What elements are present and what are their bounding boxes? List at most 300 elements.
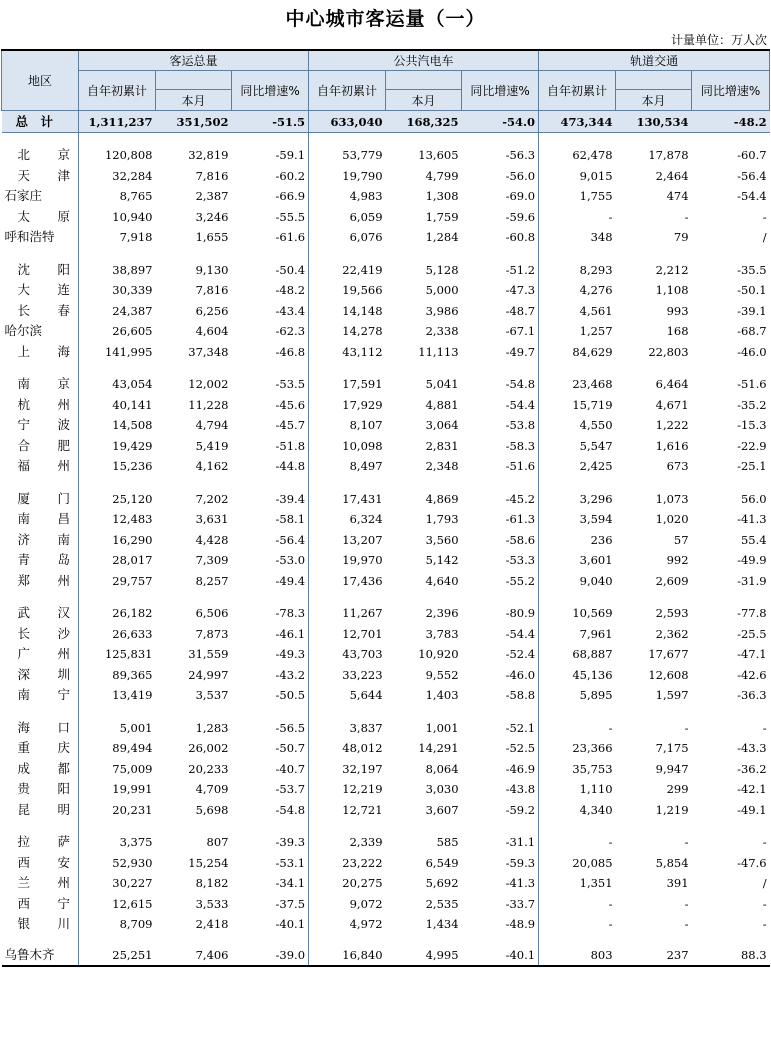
table-row <box>2 853 770 874</box>
month-cell: 10,920 <box>418 647 459 662</box>
month-cell: 474 <box>666 189 689 204</box>
growth-cell: -68.7 <box>737 324 767 339</box>
growth-cell: -60.8 <box>462 227 539 248</box>
month-cell: 7,309 <box>195 553 229 568</box>
growth-cell: -59.3 <box>462 853 539 874</box>
cumulative-cell: - <box>608 720 613 735</box>
month-cell: 5,041 <box>425 377 459 392</box>
cumulative-header: 自年初累计 <box>539 71 616 111</box>
cumulative-cell: 4,561 <box>579 303 613 318</box>
region-name: 长春 <box>2 301 79 322</box>
group-spacer <box>2 362 770 374</box>
growth-cell: - <box>762 720 767 735</box>
growth-cell: -48.9 <box>462 914 539 935</box>
table-row <box>2 301 770 322</box>
month-cell: 5,128 <box>425 262 459 277</box>
growth-cell: -48.7 <box>462 301 539 322</box>
growth-cell: -45.6 <box>232 395 309 416</box>
region-name: 太原 <box>2 207 79 228</box>
spacer-cell <box>539 706 616 718</box>
spacer-cell <box>2 820 79 832</box>
table-row <box>2 832 770 853</box>
group-spacer <box>2 935 770 945</box>
group-header-total: 客运总量 <box>79 50 309 71</box>
spacer-cell <box>232 820 309 832</box>
spacer-cell <box>462 362 539 374</box>
growth-cell: -55.5 <box>232 207 309 228</box>
growth-cell: -50.4 <box>232 260 309 281</box>
table-row <box>2 738 770 759</box>
month-cell: 9,130 <box>195 262 229 277</box>
cumulative-cell: 23,366 <box>572 741 613 756</box>
cumulative-cell: 19,790 <box>342 168 383 183</box>
region-name: 贵阳 <box>2 779 79 800</box>
region-name: 南京 <box>2 374 79 395</box>
growth-cell: -62.3 <box>232 321 309 342</box>
month-cell: 5,000 <box>425 283 459 298</box>
growth-cell: -56.5 <box>232 718 309 739</box>
spacer-cell <box>2 591 79 603</box>
table-row <box>2 685 770 706</box>
table-row <box>2 550 770 571</box>
table-row <box>2 280 770 301</box>
growth-cell: -54.4 <box>737 189 767 204</box>
cumulative-cell: 19,566 <box>342 283 383 298</box>
spacer-cell <box>156 477 232 489</box>
growth-cell: -43.8 <box>462 779 539 800</box>
growth-cell: -51.8 <box>232 436 309 457</box>
group-spacer <box>2 706 770 718</box>
cumulative-cell: 89,494 <box>112 741 153 756</box>
spacer-cell <box>462 591 539 603</box>
table-row <box>2 779 770 800</box>
region-name: 福州 <box>2 456 79 477</box>
spacer-cell <box>616 477 692 489</box>
month-cell: 2,212 <box>655 262 689 277</box>
month-cell: 7,175 <box>655 741 689 756</box>
cumulative-cell: 17,431 <box>342 491 383 506</box>
month-cell: - <box>684 835 689 850</box>
month-cell: 4,799 <box>425 168 459 183</box>
region-name: 南宁 <box>2 685 79 706</box>
cumulative-cell: 7,918 <box>119 230 153 245</box>
region-name: 兰州 <box>2 873 79 894</box>
cumulative-cell: 32,197 <box>342 761 383 776</box>
growth-header: 同比增速% <box>692 71 770 111</box>
table-body <box>2 111 770 967</box>
month-cell: 2,396 <box>425 606 459 621</box>
group-spacer <box>2 248 770 260</box>
spacer-cell <box>156 133 232 146</box>
cumulative-cell: 10,098 <box>342 438 383 453</box>
growth-cell: -58.3 <box>462 436 539 457</box>
spacer-cell <box>462 248 539 260</box>
growth-cell: -60.2 <box>232 166 309 187</box>
spacer-cell <box>232 133 309 146</box>
month-cell: 3,631 <box>195 512 229 527</box>
spacer-cell <box>156 820 232 832</box>
growth-cell: -40.1 <box>462 945 539 967</box>
cumulative-cell: 84,629 <box>572 344 613 359</box>
spacer-cell <box>616 362 692 374</box>
month-cell: 17,878 <box>648 148 689 163</box>
month-cell: 4,604 <box>195 324 229 339</box>
spacer-cell <box>232 362 309 374</box>
month-cell: 130,534 <box>616 111 692 133</box>
month-cell: 4,671 <box>655 397 689 412</box>
growth-cell: -49.3 <box>232 644 309 665</box>
cumulative-cell: 4,340 <box>579 802 613 817</box>
spacer-cell <box>539 477 616 489</box>
table-row <box>2 914 770 935</box>
cumulative-cell: 8,107 <box>349 418 383 433</box>
spacer-cell <box>462 477 539 489</box>
month-cell: 31,559 <box>188 647 229 662</box>
growth-cell: -53.1 <box>232 853 309 874</box>
growth-cell: - <box>762 896 767 911</box>
cumulative-cell: 28,017 <box>112 553 153 568</box>
month-cell: - <box>684 917 689 932</box>
growth-cell: -59.1 <box>232 145 309 166</box>
region-name: 济南 <box>2 530 79 551</box>
month-cell: 3,030 <box>425 782 459 797</box>
month-cell: - <box>684 896 689 911</box>
month-cell: 807 <box>206 835 229 850</box>
region-name: 大连 <box>2 280 79 301</box>
growth-cell: -43.4 <box>232 301 309 322</box>
table-row <box>2 166 770 187</box>
growth-cell: -53.3 <box>462 550 539 571</box>
table-row <box>2 321 770 342</box>
cumulative-cell: 348 <box>590 230 613 245</box>
cumulative-cell: 5,547 <box>579 438 613 453</box>
month-cell: 4,428 <box>195 532 229 547</box>
region-name: 昆明 <box>2 800 79 821</box>
total-row <box>2 111 770 133</box>
month-cell: 7,202 <box>195 491 229 506</box>
month-cell: 585 <box>436 835 459 850</box>
spacer-cell <box>309 133 386 146</box>
table-row <box>2 186 770 207</box>
cumulative-header: 自年初累计 <box>309 71 386 111</box>
growth-cell: -61.6 <box>232 227 309 248</box>
month-cell: 11,228 <box>188 397 229 412</box>
passenger-volume-table <box>1 49 770 967</box>
cumulative-cell: 473,344 <box>539 111 616 133</box>
table-row <box>2 800 770 821</box>
growth-cell: -51.5 <box>232 111 309 133</box>
month-cell: 2,593 <box>655 606 689 621</box>
cumulative-cell: 38,897 <box>112 262 153 277</box>
month-cell: 3,607 <box>425 802 459 817</box>
group-header-bus: 公共汽电车 <box>309 50 539 71</box>
region-name: 哈尔滨 <box>2 321 79 342</box>
cumulative-cell: 633,040 <box>309 111 386 133</box>
growth-cell: -22.9 <box>737 438 767 453</box>
month-header-spacer <box>386 71 462 90</box>
cumulative-cell: 20,275 <box>342 876 383 891</box>
group-spacer <box>2 133 770 146</box>
growth-header: 同比增速% <box>462 71 539 111</box>
spacer-cell <box>156 591 232 603</box>
cumulative-cell: 803 <box>539 945 616 967</box>
growth-cell: -49.1 <box>737 802 767 817</box>
growth-header: 同比增速% <box>232 71 309 111</box>
spacer-cell <box>386 133 462 146</box>
growth-cell: -80.9 <box>462 603 539 624</box>
growth-cell: - <box>762 835 767 850</box>
spacer-cell <box>386 820 462 832</box>
region-name: 北京 <box>2 145 79 166</box>
growth-cell: -31.1 <box>462 832 539 853</box>
spacer-cell <box>79 248 156 260</box>
growth-cell: -48.2 <box>692 111 770 133</box>
month-header-spacer <box>616 71 692 90</box>
month-cell: 2,348 <box>425 459 459 474</box>
cumulative-cell: - <box>608 896 613 911</box>
group-spacer <box>2 820 770 832</box>
region-name: 杭州 <box>2 395 79 416</box>
spacer-cell <box>309 591 386 603</box>
region-name: 厦门 <box>2 489 79 510</box>
month-cell: 3,533 <box>195 896 229 911</box>
spacer-cell <box>386 362 462 374</box>
cumulative-cell: 9,040 <box>579 573 613 588</box>
cumulative-cell: 9,015 <box>579 168 613 183</box>
growth-cell: 55.4 <box>740 532 767 547</box>
cumulative-cell: 3,594 <box>579 512 613 527</box>
growth-cell: -53.8 <box>462 415 539 436</box>
growth-cell: -39.4 <box>232 489 309 510</box>
cumulative-cell: 4,972 <box>349 917 383 932</box>
spacer-cell <box>156 935 232 945</box>
month-cell: - <box>684 720 689 735</box>
cumulative-cell: 125,831 <box>104 647 153 662</box>
month-cell: 1,222 <box>655 418 689 433</box>
growth-cell: -46.0 <box>737 344 767 359</box>
cumulative-cell: 30,339 <box>112 283 153 298</box>
spacer-cell <box>309 935 386 945</box>
spacer-cell <box>616 591 692 603</box>
month-cell: 391 <box>666 876 689 891</box>
month-cell: 1,759 <box>425 209 459 224</box>
table-row <box>2 395 770 416</box>
growth-cell: -53.7 <box>232 779 309 800</box>
cumulative-cell: 53,779 <box>342 148 383 163</box>
month-cell: 2,338 <box>425 324 459 339</box>
cumulative-cell: 6,059 <box>349 209 383 224</box>
growth-cell: -54.8 <box>462 374 539 395</box>
region-name: 合肥 <box>2 436 79 457</box>
month-cell: 26,002 <box>188 741 229 756</box>
growth-cell: -42.6 <box>737 667 767 682</box>
region-name: 长沙 <box>2 624 79 645</box>
month-cell: 8,064 <box>425 761 459 776</box>
month-header: 本月 <box>616 90 692 111</box>
spacer-cell <box>616 935 692 945</box>
growth-cell: -58.1 <box>232 509 309 530</box>
table-row <box>2 624 770 645</box>
growth-cell: -51.2 <box>462 260 539 281</box>
growth-cell: / <box>762 230 767 245</box>
cumulative-cell: 20,231 <box>112 802 153 817</box>
month-cell: 17,677 <box>648 647 689 662</box>
month-cell: 673 <box>666 459 689 474</box>
growth-cell: -54.8 <box>232 800 309 821</box>
month-cell: 7,816 <box>195 283 229 298</box>
month-cell: 3,064 <box>425 418 459 433</box>
region-name: 乌鲁木齐 <box>2 945 79 967</box>
growth-cell: -49.4 <box>232 571 309 592</box>
growth-cell: -34.1 <box>232 873 309 894</box>
month-cell: 237 <box>616 945 692 967</box>
table-row <box>2 945 770 967</box>
growth-cell: -69.0 <box>462 186 539 207</box>
table-row <box>2 571 770 592</box>
table-row <box>2 530 770 551</box>
cumulative-cell: 30,227 <box>112 876 153 891</box>
region-name: 石家庄 <box>2 186 79 207</box>
table-row <box>2 894 770 915</box>
table-row <box>2 260 770 281</box>
month-cell: 15,254 <box>188 855 229 870</box>
month-cell: 57 <box>673 532 689 547</box>
growth-cell: -50.5 <box>232 685 309 706</box>
spacer-cell <box>539 820 616 832</box>
region-name: 呼和浩特 <box>2 227 79 248</box>
growth-cell: -47.3 <box>462 280 539 301</box>
growth-cell: -53.5 <box>232 374 309 395</box>
spacer-cell <box>79 133 156 146</box>
growth-cell: -44.8 <box>232 456 309 477</box>
cumulative-cell: 19,429 <box>112 438 153 453</box>
spacer-cell <box>462 820 539 832</box>
growth-cell: -58.8 <box>462 685 539 706</box>
growth-cell: 88.3 <box>692 945 770 967</box>
cumulative-cell: 1,110 <box>579 782 613 797</box>
month-cell: 351,502 <box>156 111 232 133</box>
month-cell: 11,113 <box>418 344 459 359</box>
cumulative-cell: 45,136 <box>572 667 613 682</box>
growth-cell: -66.9 <box>232 186 309 207</box>
spacer-cell <box>386 591 462 603</box>
month-cell: 2,609 <box>655 573 689 588</box>
month-cell: 299 <box>666 782 689 797</box>
growth-cell: -46.0 <box>462 665 539 686</box>
cumulative-cell: 4,276 <box>579 283 613 298</box>
spacer-cell <box>79 935 156 945</box>
cumulative-cell: 22,419 <box>342 262 383 277</box>
spacer-cell <box>2 248 79 260</box>
growth-cell: -54.0 <box>462 111 539 133</box>
growth-cell: -46.9 <box>462 759 539 780</box>
region-name: 总 计 <box>2 111 79 133</box>
cumulative-cell: 12,701 <box>342 626 383 641</box>
growth-cell: -56.4 <box>737 168 767 183</box>
group-spacer <box>2 591 770 603</box>
month-cell: 3,560 <box>425 532 459 547</box>
table-row <box>2 759 770 780</box>
cumulative-cell: 8,709 <box>119 917 153 932</box>
growth-cell: -41.3 <box>737 512 767 527</box>
cumulative-cell: 26,605 <box>112 324 153 339</box>
growth-cell: -53.0 <box>232 550 309 571</box>
month-header: 本月 <box>156 90 232 111</box>
cumulative-cell: 10,569 <box>572 606 613 621</box>
growth-cell: -39.1 <box>737 303 767 318</box>
growth-cell: -56.4 <box>232 530 309 551</box>
cumulative-cell: 6,324 <box>349 512 383 527</box>
spacer-cell <box>232 591 309 603</box>
cumulative-cell: 7,961 <box>579 626 613 641</box>
region-name: 西安 <box>2 853 79 874</box>
growth-cell: -36.3 <box>737 688 767 703</box>
cumulative-cell: 1,351 <box>579 876 613 891</box>
growth-cell: / <box>762 876 767 891</box>
cumulative-cell: 1,755 <box>579 189 613 204</box>
growth-cell: -52.5 <box>462 738 539 759</box>
table-row <box>2 227 770 248</box>
cumulative-cell: 12,219 <box>342 782 383 797</box>
cumulative-cell: 4,983 <box>349 189 383 204</box>
region-name: 南昌 <box>2 509 79 530</box>
cumulative-cell: 62,478 <box>572 148 613 163</box>
month-cell: 1,219 <box>655 802 689 817</box>
spacer-cell <box>692 820 770 832</box>
month-cell: 14,291 <box>418 741 459 756</box>
growth-cell: -45.7 <box>232 415 309 436</box>
growth-cell: -51.6 <box>462 456 539 477</box>
cumulative-cell: 26,182 <box>112 606 153 621</box>
month-cell: 1,434 <box>425 917 459 932</box>
month-cell: - <box>684 209 689 224</box>
table-row <box>2 873 770 894</box>
group-spacer <box>2 477 770 489</box>
growth-cell: -15.3 <box>737 418 767 433</box>
cumulative-cell: 10,940 <box>112 209 153 224</box>
cumulative-cell: 8,497 <box>349 459 383 474</box>
cumulative-cell: 14,148 <box>342 303 383 318</box>
month-cell: 8,257 <box>195 573 229 588</box>
growth-cell: -37.5 <box>232 894 309 915</box>
cumulative-cell: 141,995 <box>104 344 153 359</box>
cumulative-cell: 19,991 <box>112 782 153 797</box>
growth-cell: -33.7 <box>462 894 539 915</box>
month-cell: 6,549 <box>425 855 459 870</box>
month-cell: 1,793 <box>425 512 459 527</box>
month-cell: 3,783 <box>425 626 459 641</box>
growth-cell: -47.1 <box>737 647 767 662</box>
month-cell: 4,869 <box>425 491 459 506</box>
cumulative-cell: 14,508 <box>112 418 153 433</box>
spacer-cell <box>309 362 386 374</box>
growth-cell: -25.1 <box>737 459 767 474</box>
cumulative-cell: - <box>608 835 613 850</box>
month-cell: 1,655 <box>195 230 229 245</box>
cumulative-cell: 40,141 <box>112 397 153 412</box>
month-cell: 4,709 <box>195 782 229 797</box>
cumulative-cell: 19,970 <box>342 553 383 568</box>
cumulative-cell: 9,072 <box>349 896 383 911</box>
cumulative-cell: 13,419 <box>112 688 153 703</box>
month-cell: 1,073 <box>655 491 689 506</box>
growth-cell: -36.2 <box>737 761 767 776</box>
cumulative-cell: 5,644 <box>349 688 383 703</box>
cumulative-cell: 89,365 <box>112 667 153 682</box>
cumulative-cell: 29,757 <box>112 573 153 588</box>
spacer-cell <box>616 820 692 832</box>
growth-cell: -58.6 <box>462 530 539 551</box>
